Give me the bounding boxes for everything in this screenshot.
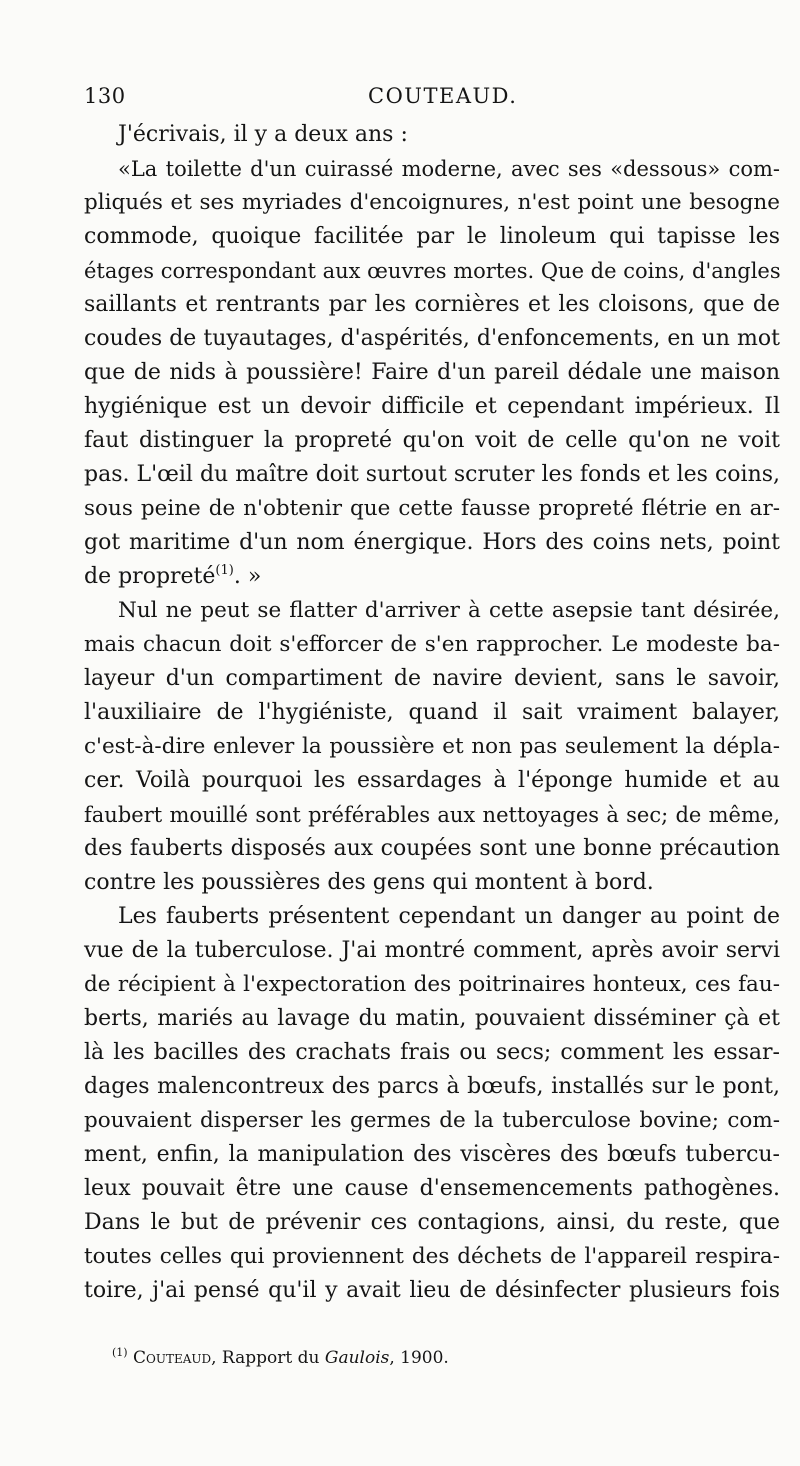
- text-line: que de nids à poussière! Faire d'un pareil dédale une maison: [84, 360, 780, 385]
- text-line: Nul ne peut se flatter d'arriver à cette asepsie tant désirée,: [118, 598, 780, 623]
- text-line: commode, quoique facilitée par le linoleum qui tapisse les: [84, 224, 780, 249]
- text-line: leux pouvait être une cause d'ensemencements pathogènes.: [84, 1176, 780, 1201]
- text-line: Dans le but de prévenir ces contagions, ainsi, du reste, que: [84, 1210, 780, 1235]
- footnote-mark: (1): [112, 1346, 128, 1359]
- text-line: toire, j'ai pensé qu'il y avait lieu de désinfecter plusieurs fois: [84, 1278, 780, 1303]
- text-line: là les bacilles des crachats frais ou secs; comment les essar-: [84, 1040, 780, 1065]
- text-line: «La toilette d'un cuirassé moderne, avec ses «dessous» com-: [118, 157, 780, 181]
- text-line: layeur d'un compartiment de navire devient, sans le savoir,: [84, 666, 780, 691]
- text-line: étages correspondant aux œuvres mortes. Que de coins, d'angles: [84, 259, 781, 283]
- footnote-journal: Gaulois: [324, 1348, 390, 1368]
- text-line: ment, enfin, la manipulation des viscères des bœufs tubercu-: [84, 1142, 780, 1167]
- text-line: mais chacun doit s'efforcer de s'en rapprocher. Le modeste ba-: [84, 632, 780, 657]
- text-line: c'est-à-dire enlever la poussière et non pas seulement la dépla-: [84, 734, 780, 759]
- text-line: sous peine de n'obtenir que cette fausse propreté flétrie en ar-: [84, 496, 780, 521]
- text-line: pliqués et ses myriades d'encoignures, n'est point une besogne: [84, 190, 780, 215]
- text-line: cer. Voilà pourquoi les essardages à l'éponge humide et au: [84, 768, 780, 793]
- text-line: vue de la tuberculose. J'ai montré comment, après avoir servi: [84, 938, 780, 963]
- text-line: de récipient à l'expectoration des poitrinaires honteux, ces fau-: [84, 972, 780, 997]
- text-line: l'auxiliaire de l'hygiéniste, quand il sait vraiment balayer,: [84, 700, 780, 725]
- text-line: Les fauberts présentent cependant un danger au point de: [118, 904, 780, 929]
- quote-close: . »: [233, 564, 262, 589]
- page-header: [84, 84, 780, 114]
- footnote-year: , 1900.: [389, 1348, 449, 1368]
- running-title: COUTEAUD.: [368, 84, 518, 108]
- page-number: 130: [84, 84, 126, 108]
- text-line: pouvaient disperser les germes de la tuberculose bovine; com-: [84, 1108, 780, 1133]
- footnote-author: Couteaud: [133, 1348, 212, 1368]
- text-line: contre les poussières des gens qui montent à bord.: [84, 870, 654, 895]
- text-line: hygiénique est un devoir difficile et cependant impérieux. Il: [84, 394, 780, 419]
- text-line: de propreté: [84, 564, 216, 589]
- text-line: coudes de tuyautages, d'aspérités, d'enfoncements, en un mot: [84, 326, 780, 351]
- text-line: faut distinguer la propreté qu'on voit de celle qu'on ne voit: [84, 428, 780, 453]
- text-line: got maritime d'un nom énergique. Hors des coins nets, point: [84, 530, 780, 555]
- body-text: [84, 118, 780, 1308]
- text-line: faubert mouillé sont préférables aux nettoyages à sec; de même,: [84, 803, 780, 827]
- text-line: toutes celles qui proviennent des déchets de l'appareil respira-: [84, 1244, 780, 1269]
- footnote-text: , Rapport du: [211, 1348, 325, 1368]
- text-line: berts, mariés au lavage du matin, pouvaient disséminer çà et: [84, 1006, 780, 1031]
- text-line: J'écrivais, il y a deux ans :: [118, 122, 408, 147]
- text-line-with-footnote: de propreté(1). »: [84, 563, 262, 589]
- footnote: [112, 1346, 449, 1368]
- text-line: des fauberts disposés aux coupées sont une bonne précaution: [84, 836, 780, 861]
- text-line: dages malencontreux des parcs à bœufs, installés sur le pont,: [84, 1074, 780, 1099]
- text-line: pas. L'œil du maître doit surtout scruter les fonds et les coins,: [84, 462, 781, 487]
- text-line: saillants et rentrants par les cornières et les cloisons, que de: [84, 292, 780, 317]
